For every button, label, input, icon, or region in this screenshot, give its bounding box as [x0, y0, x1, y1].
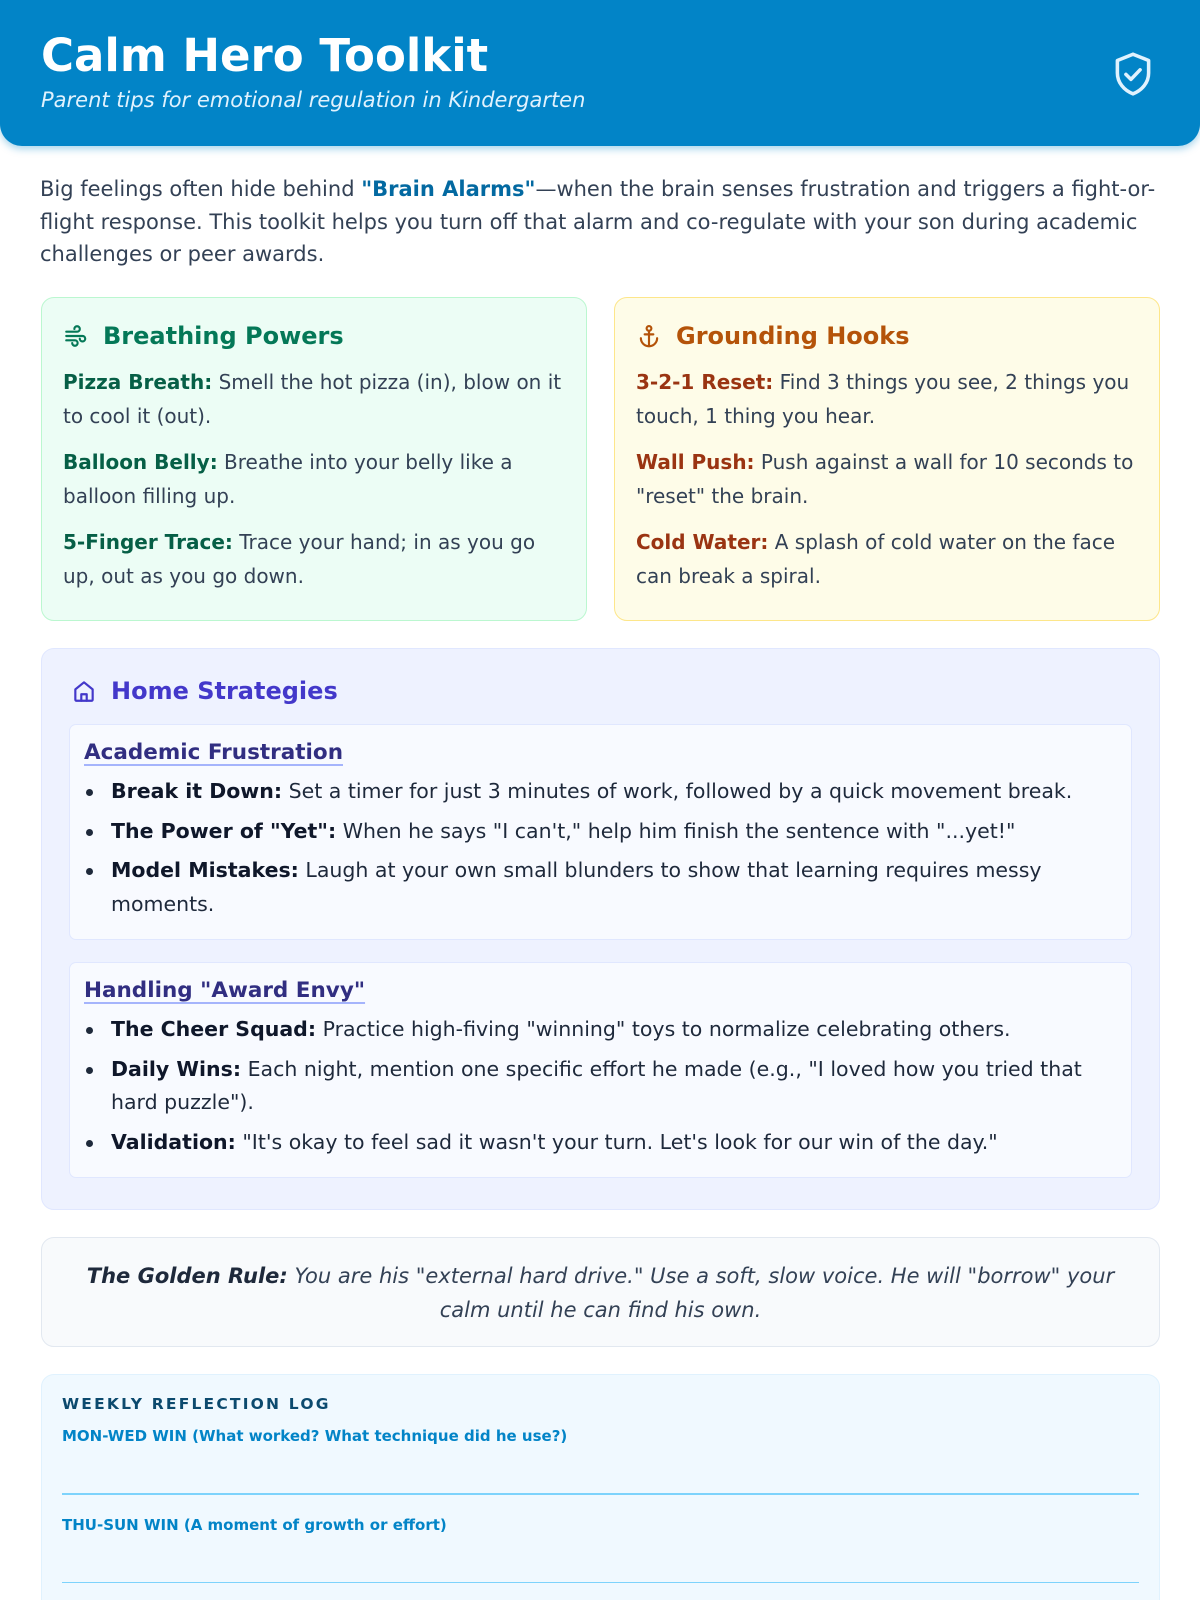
anchor-icon	[636, 323, 662, 349]
home-strategies-title: Home Strategies	[111, 677, 338, 705]
list-item: Validation: "It's okay to feel sad it wasn't your turn. Let's look for our win of the day."	[84, 1126, 1117, 1160]
intro-highlight: "Brain Alarms"	[361, 177, 536, 201]
page-header	[0, 0, 1200, 146]
breathing-powers-title: Breathing Powers	[103, 322, 344, 350]
home-icon	[71, 678, 97, 704]
shield-check-icon	[1108, 48, 1158, 100]
intro-text-end: —when the brain senses frustration and triggers a fight-or-flight response. This toolkit helps you turn off that alarm and co-regulate with your son during academic challenges or peer awards.	[40, 177, 1156, 266]
award-envy-section	[69, 962, 1132, 1178]
log-prompt-mon-wed: MON-WED WIN (What worked? What technique did he use?)	[62, 1427, 568, 1445]
grounding-hooks-title: Grounding Hooks	[676, 322, 910, 350]
tip-balloon-belly: Balloon Belly: Breathe into your belly like a balloon filling up.	[63, 450, 513, 508]
grounding-hooks-heading	[636, 320, 1138, 352]
list-item: Break it Down: Set a timer for just 3 minutes of work, followed by a quick movement break.	[84, 775, 1117, 809]
academic-frustration-title: Academic Frustration	[84, 740, 343, 765]
tip-cold-water: Cold Water: A splash of cold water on the face can break a spiral.	[636, 530, 1116, 588]
award-envy-list	[84, 1013, 1117, 1159]
home-strategies-card	[41, 648, 1160, 1210]
page-subtitle: Parent tips for emotional regulation in Kindergarten	[41, 88, 586, 112]
breathing-powers-card	[41, 297, 587, 621]
log-write-line-mon-wed[interactable]	[62, 1493, 1139, 1495]
award-envy-title: Handling "Award Envy"	[84, 978, 366, 1003]
golden-rule-label: The Golden Rule:	[86, 1264, 288, 1288]
intro-paragraph	[40, 173, 1164, 271]
list-item: Daily Wins: Each night, mention one specific effort he made (e.g., "I loved how you tried that hard puzzle").	[84, 1053, 1117, 1120]
tip-pizza-breath: Pizza Breath: Smell the hot pizza (in), blow on it to cool it (out).	[63, 370, 562, 428]
page-title: Calm Hero Toolkit	[41, 29, 489, 82]
tip-wall-push: Wall Push: Push against a wall for 10 seconds to "reset" the brain.	[636, 450, 1134, 508]
breathing-powers-heading	[63, 320, 565, 352]
weekly-reflection-log	[41, 1374, 1160, 1600]
golden-rule-box	[41, 1237, 1160, 1347]
academic-frustration-list	[84, 775, 1117, 921]
list-item: Model Mistakes: Laugh at your own small blunders to show that learning requires messy moments.	[84, 854, 1117, 921]
home-strategies-heading	[71, 675, 1132, 707]
tip-321-reset: 3-2-1 Reset: Find 3 things you see, 2 things you touch, 1 thing you hear.	[636, 370, 1130, 428]
wind-icon	[63, 323, 89, 349]
intro-text-start: Big feelings often hide behind	[40, 177, 362, 201]
log-write-line-thu-sun[interactable]	[62, 1582, 1139, 1584]
list-item: The Power of "Yet": When he says "I can't," help him finish the sentence with "...yet!"	[84, 815, 1117, 849]
grounding-hooks-card	[614, 297, 1160, 621]
academic-frustration-section	[69, 724, 1132, 940]
golden-rule-text: The Golden Rule: You are his "external hard drive." Use a soft, slow voice. He will "borrow" your calm until he can find his own.	[86, 1264, 1115, 1322]
tip-five-finger-trace: 5-Finger Trace: Trace your hand; in as you go up, out as you go down.	[63, 530, 536, 588]
log-prompt-thu-sun: THU-SUN WIN (A moment of growth or effort)	[62, 1515, 447, 1534]
list-item: The Cheer Squad: Practice high-fiving "winning" toys to normalize celebrating others.	[84, 1013, 1117, 1047]
log-title: WEEKLY REFLECTION LOG	[62, 1395, 331, 1413]
